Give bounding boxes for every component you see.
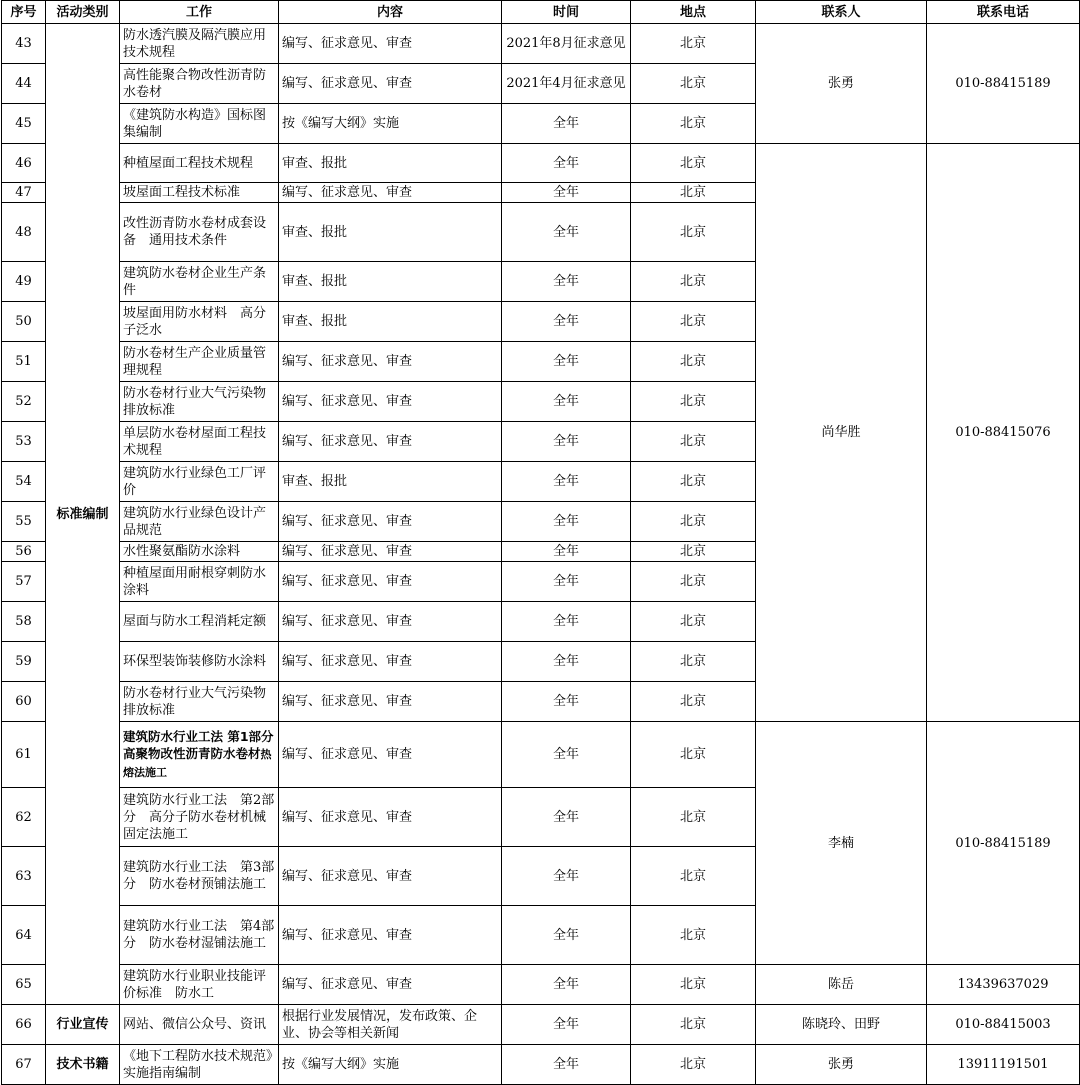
table-row <box>2 1045 1080 1085</box>
row-place: 北京 <box>631 788 756 847</box>
header-content: 内容 <box>279 1 502 24</box>
row-place: 北京 <box>631 602 756 642</box>
header-category: 活动类别 <box>46 1 120 24</box>
row-work: 网站、微信公众号、资讯 <box>120 1005 279 1045</box>
row-place: 北京 <box>631 382 756 422</box>
row-no: 61 <box>2 722 46 788</box>
row-content: 审查、报批 <box>279 462 502 502</box>
row-place: 北京 <box>631 422 756 462</box>
row-content: 编写、征求意见、审查 <box>279 183 502 203</box>
row-no: 66 <box>2 1005 46 1045</box>
row-no: 51 <box>2 342 46 382</box>
row-content: 审查、报批 <box>279 302 502 342</box>
row-time: 全年 <box>502 462 631 502</box>
row-work: 建筑防水行业工法 第3部分 防水卷材预铺法施工 <box>120 847 279 906</box>
row-work: 高性能聚合物改性沥青防水卷材 <box>120 64 279 104</box>
row-time: 全年 <box>502 382 631 422</box>
row-time: 全年 <box>502 144 631 183</box>
row-time: 全年 <box>502 788 631 847</box>
phone-cell: 010-88415189 <box>927 24 1080 144</box>
table-row <box>2 144 1080 183</box>
row-no: 60 <box>2 682 46 722</box>
row-place: 北京 <box>631 302 756 342</box>
row-time: 全年 <box>502 562 631 602</box>
row-place: 北京 <box>631 965 756 1005</box>
row-time: 全年 <box>502 542 631 562</box>
row-work: 《建筑防水构造》国标图集编制 <box>120 104 279 144</box>
row-no: 64 <box>2 906 46 965</box>
row-place: 北京 <box>631 64 756 104</box>
row-place: 北京 <box>631 906 756 965</box>
row-content: 审查、报批 <box>279 262 502 302</box>
row-work-suffix: 热熔法施工 <box>123 748 272 779</box>
row-content: 编写、征求意见、审查 <box>279 64 502 104</box>
row-no: 56 <box>2 542 46 562</box>
row-content: 根据行业发展情况，发布政策、企业、协会等相关新闻 <box>279 1005 502 1045</box>
row-time: 全年 <box>502 203 631 262</box>
contact-cell: 张勇 <box>756 1045 927 1085</box>
row-work: 种植屋面工程技术规程 <box>120 144 279 183</box>
row-work: 水性聚氨酯防水涂料 <box>120 542 279 562</box>
row-no: 49 <box>2 262 46 302</box>
row-work: 建筑防水行业职业技能评价标准 防水工 <box>120 965 279 1005</box>
row-work: 单层防水卷材屋面工程技术规程 <box>120 422 279 462</box>
row-no: 67 <box>2 1045 46 1085</box>
row-time: 全年 <box>502 1045 631 1085</box>
row-work: 种植屋面用耐根穿刺防水涂料 <box>120 562 279 602</box>
row-content: 编写、征求意见、审查 <box>279 542 502 562</box>
row-no: 44 <box>2 64 46 104</box>
row-place: 北京 <box>631 183 756 203</box>
row-no: 50 <box>2 302 46 342</box>
row-work: 防水卷材行业大气污染物排放标准 <box>120 682 279 722</box>
row-place: 北京 <box>631 642 756 682</box>
row-content: 编写、征求意见、审查 <box>279 602 502 642</box>
row-work-main: 建筑防水行业工法 第1部分 高聚物改性沥青防水卷材 <box>123 729 274 761</box>
header-contact: 联系人 <box>756 1 927 24</box>
row-time: 全年 <box>502 602 631 642</box>
table-row <box>2 1005 1080 1045</box>
table-row <box>2 722 1080 788</box>
row-place: 北京 <box>631 203 756 262</box>
row-work: 改性沥青防水卷材成套设备 通用技术条件 <box>120 203 279 262</box>
row-no: 57 <box>2 562 46 602</box>
row-work: 建筑防水行业绿色设计产品规范 <box>120 502 279 542</box>
row-content: 编写、征求意见、审查 <box>279 906 502 965</box>
row-place: 北京 <box>631 144 756 183</box>
row-place: 北京 <box>631 1005 756 1045</box>
row-content: 编写、征求意见、审查 <box>279 722 502 788</box>
row-place: 北京 <box>631 722 756 788</box>
row-work: 建筑防水行业工法 第4部分 防水卷材湿铺法施工 <box>120 906 279 965</box>
row-no: 62 <box>2 788 46 847</box>
row-time: 全年 <box>502 104 631 144</box>
row-time: 2021年4月征求意见 <box>502 64 631 104</box>
phone-cell: 010-88415076 <box>927 144 1080 722</box>
row-time: 全年 <box>502 183 631 203</box>
row-no: 55 <box>2 502 46 542</box>
row-place: 北京 <box>631 462 756 502</box>
row-no: 46 <box>2 144 46 183</box>
row-content: 编写、征求意见、审查 <box>279 788 502 847</box>
row-content: 编写、征求意见、审查 <box>279 562 502 602</box>
row-place: 北京 <box>631 262 756 302</box>
row-place: 北京 <box>631 502 756 542</box>
row-no: 65 <box>2 965 46 1005</box>
row-content: 编写、征求意见、审查 <box>279 342 502 382</box>
category-cell: 标准编制 <box>46 24 120 1005</box>
row-no: 45 <box>2 104 46 144</box>
phone-cell: 13439637029 <box>927 965 1080 1005</box>
row-time: 全年 <box>502 422 631 462</box>
row-place: 北京 <box>631 342 756 382</box>
row-time: 全年 <box>502 682 631 722</box>
contact-cell: 陈岳 <box>756 965 927 1005</box>
row-time: 全年 <box>502 965 631 1005</box>
row-work: 建筑防水行业绿色工厂评价 <box>120 462 279 502</box>
row-work: 环保型装饰装修防水涂料 <box>120 642 279 682</box>
row-time: 全年 <box>502 302 631 342</box>
row-time: 全年 <box>502 262 631 302</box>
row-work: 建筑防水行业工法 第2部分 高分子防水卷材机械固定法施工 <box>120 788 279 847</box>
header-row <box>2 1 1080 24</box>
row-content: 编写、征求意见、审查 <box>279 382 502 422</box>
row-place: 北京 <box>631 847 756 906</box>
row-place: 北京 <box>631 24 756 64</box>
table-row <box>2 965 1080 1005</box>
row-work: 建筑防水卷材企业生产条件 <box>120 262 279 302</box>
contact-cell: 李楠 <box>756 722 927 965</box>
row-no: 52 <box>2 382 46 422</box>
phone-cell: 13911191501 <box>927 1045 1080 1085</box>
row-content: 编写、征求意见、审查 <box>279 502 502 542</box>
row-content: 编写、征求意见、审查 <box>279 642 502 682</box>
row-content: 审查、报批 <box>279 144 502 183</box>
row-time: 全年 <box>502 1005 631 1045</box>
contact-cell: 陈晓玲、田野 <box>756 1005 927 1045</box>
row-content: 编写、征求意见、审查 <box>279 965 502 1005</box>
phone-cell: 010-88415189 <box>927 722 1080 965</box>
row-content: 编写、征求意见、审查 <box>279 422 502 462</box>
row-time: 2021年8月征求意见 <box>502 24 631 64</box>
row-time: 全年 <box>502 342 631 382</box>
row-work: 防水透汽膜及隔汽膜应用技术规程 <box>120 24 279 64</box>
row-time: 全年 <box>502 722 631 788</box>
row-time: 全年 <box>502 502 631 542</box>
row-time: 全年 <box>502 642 631 682</box>
row-no: 58 <box>2 602 46 642</box>
row-no: 47 <box>2 183 46 203</box>
row-no: 54 <box>2 462 46 502</box>
row-time: 全年 <box>502 847 631 906</box>
row-place: 北京 <box>631 542 756 562</box>
row-work: 屋面与防水工程消耗定额 <box>120 602 279 642</box>
row-content: 按《编写大纲》实施 <box>279 104 502 144</box>
row-work: 坡屋面用防水材料 高分子泛水 <box>120 302 279 342</box>
row-no: 43 <box>2 24 46 64</box>
category-cell: 技术书籍 <box>46 1045 120 1085</box>
row-time: 全年 <box>502 906 631 965</box>
row-work: 防水卷材生产企业质量管理规程 <box>120 342 279 382</box>
header-no: 序号 <box>2 1 46 24</box>
row-content: 按《编写大纲》实施 <box>279 1045 502 1085</box>
contact-cell: 张勇 <box>756 24 927 144</box>
row-content: 编写、征求意见、审查 <box>279 24 502 64</box>
row-no: 48 <box>2 203 46 262</box>
row-no: 63 <box>2 847 46 906</box>
row-content: 编写、征求意见、审查 <box>279 847 502 906</box>
row-place: 北京 <box>631 1045 756 1085</box>
row-work: 《地下工程防水技术规范》实施指南编制 <box>120 1045 279 1085</box>
header-time: 时间 <box>502 1 631 24</box>
table-row <box>2 24 1080 64</box>
row-work: 防水卷材行业大气污染物排放标准 <box>120 382 279 422</box>
row-no: 53 <box>2 422 46 462</box>
work-plan-table <box>1 0 1080 1085</box>
row-work: 坡屋面工程技术标准 <box>120 183 279 203</box>
row-content: 编写、征求意见、审查 <box>279 682 502 722</box>
row-no: 59 <box>2 642 46 682</box>
header-work: 工作 <box>120 1 279 24</box>
row-content: 审查、报批 <box>279 203 502 262</box>
row-work <box>120 722 279 788</box>
contact-cell: 尚华胜 <box>756 144 927 722</box>
row-place: 北京 <box>631 682 756 722</box>
header-place: 地点 <box>631 1 756 24</box>
category-cell: 行业宣传 <box>46 1005 120 1045</box>
phone-cell: 010-88415003 <box>927 1005 1080 1045</box>
header-phone: 联系电话 <box>927 1 1080 24</box>
row-place: 北京 <box>631 562 756 602</box>
row-place: 北京 <box>631 104 756 144</box>
